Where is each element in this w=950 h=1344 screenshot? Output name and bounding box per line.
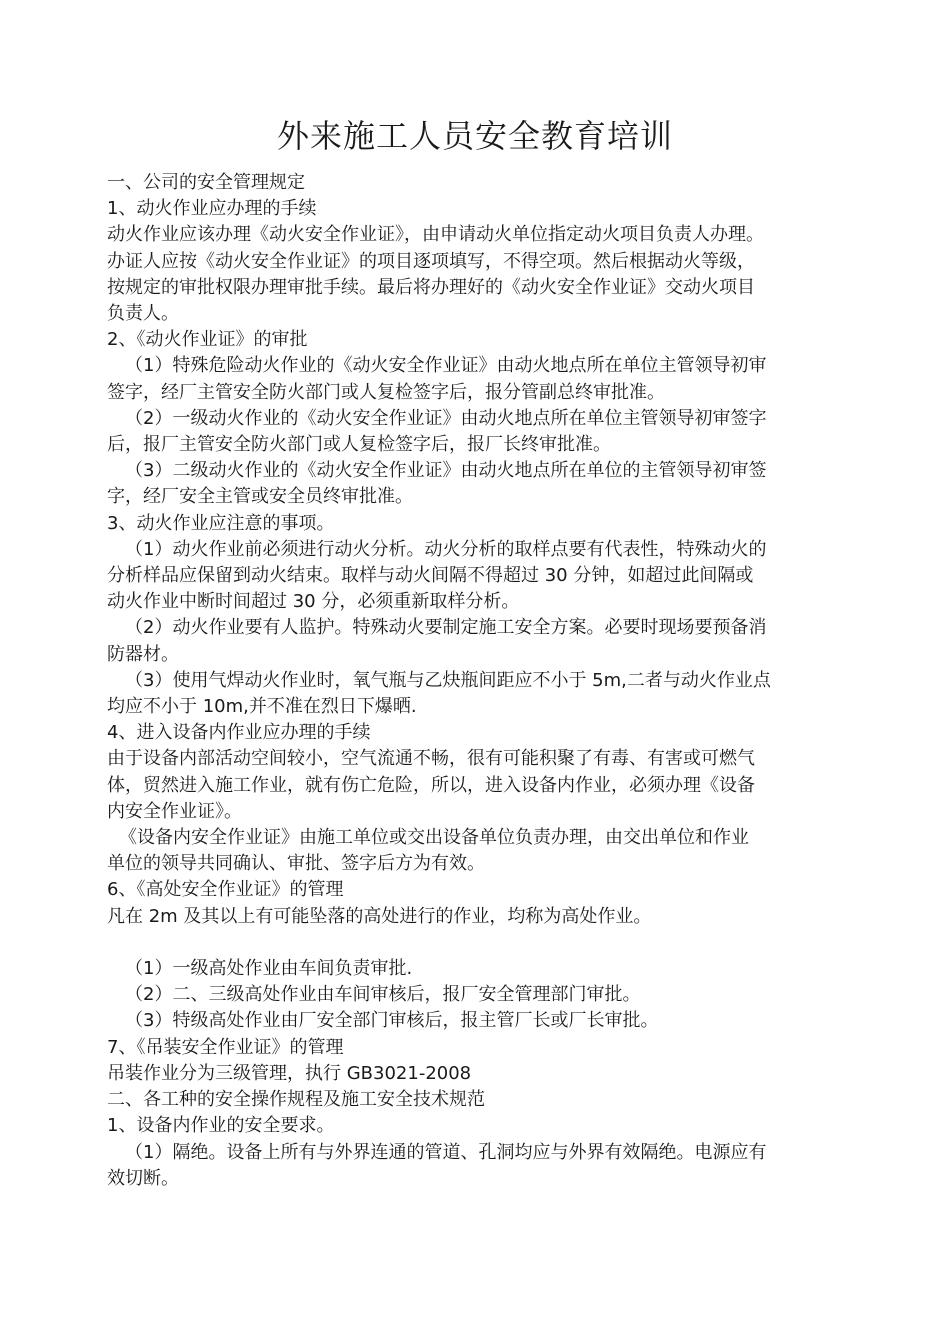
list-item-line: （2）动火作业要有人监护。特殊动火要制定施工安全方案。必要时现场要预备消 [125,617,767,639]
paragraph-line: 分析样品应保留到动火结束。取样与动火间隔不得超过 30 分钟，如超过此间隔或 [107,565,754,587]
document-title: 外来施工人员安全教育培训 [276,117,673,155]
paragraph-line: 单位的领导共同确认、审批、签字后方为有效。 [107,853,485,875]
paragraph-line: 签字，经厂主管安全防火部门或人复检签字后，报分管副总终审批准。 [107,381,665,403]
paragraph-line: 字，经厂安全主管或安全员终审批准。 [107,486,413,508]
list-item-line: （1）动火作业前必须进行动火分析。动火分析的取样点要有代表性，特殊动火的 [125,538,767,560]
subsection-heading: 1、设备内作业的安全要求。 [107,1115,335,1137]
paragraph-line: 吊装作业分为三级管理，执行 GB3021-2008 [107,1062,472,1084]
list-item-line: （3）使用气焊动火作业时，氧气瓶与乙炔瓶间距应不小于 5m,二者与动火作业点 [125,669,771,691]
paragraph-line: 后，报厂主管安全防火部门或人复检签字后，报厂长终审批准。 [107,434,611,456]
paragraph-line: 《设备内安全作业证》由施工单位或交出设备单位负责办理，由交出单位和作业 [119,827,749,849]
list-item-line: （1）一级高处作业由车间负责审批. [125,958,413,980]
paragraph-line: 内安全作业证》。 [107,800,242,822]
paragraph-line: 办证人应按《动火安全作业证》的项目逐项填写，不得空项。然后根据动火等级， [107,250,755,272]
subsection-heading: 4、进入设备内作业应办理的手续 [107,722,371,744]
list-item-line: （1）隔绝。设备上所有与外界连通的管道、孔洞均应与外界有效隔绝。电源应有 [125,1141,767,1163]
paragraph-line: 体，贸然进入施工作业，就有伤亡危险，所以，进入设备内作业，必须办理《设备 [107,774,755,796]
paragraph-line: 动火作业应该办理《动火安全作业证》，由申请动火单位指定动火项目负责人办理。 [107,224,764,246]
section-heading: 二、各工种的安全操作规程及施工安全技术规范 [107,1089,485,1111]
paragraph-line: 效切断。 [107,1167,179,1189]
section-heading: 一、公司的安全管理规定 [107,172,305,193]
paragraph-line: 由于设备内部活动空间较小，空气流通不畅，很有可能积聚了有毒、有害或可燃气 [107,748,755,770]
paragraph-line: 动火作业中断时间超过 30 分，必须重新取样分析。 [107,591,520,613]
blank-line [107,930,847,956]
paragraph-line: 均应不小于 10m,并不准在烈日下爆晒. [107,696,417,718]
paragraph-line: 按规定的审批权限办理审批手续。最后将办理好的《动火安全作业证》交动火项目 [107,276,755,298]
subsection-heading: 2、《动火作业证》的审批 [107,329,308,351]
subsection-heading: 6、《高处安全作业证》的管理 [107,879,344,901]
subsection-heading: 1、动火作业应办理的手续 [107,198,317,220]
list-item-line: （2）二、三级高处作业由车间审核后，报厂安全管理部门审批。 [125,984,641,1006]
subsection-heading: 7、《吊装安全作业证》的管理 [107,1036,344,1058]
paragraph-line: 负责人。 [107,303,179,325]
paragraph-line: 防器材。 [107,643,179,665]
list-item-line: （3）特级高处作业由厂安全部门审核后，报主管厂长或厂长审批。 [125,1010,659,1032]
document-body [107,170,847,1192]
list-item-line: （3）二级动火作业的《动火安全作业证》由动火地点所在单位的主管领导初审签 [125,460,767,482]
paragraph-line: 凡在 2m 及其以上有可能坠落的高处进行的作业，均称为高处作业。 [107,905,652,927]
list-item-line: （2）一级动火作业的《动火安全作业证》由动火地点所在单位主管领导初审签字 [125,407,767,429]
subsection-heading: 3、动火作业应注意的事项。 [107,512,335,534]
list-item-line: （1）特殊危险动火作业的《动火安全作业证》由动火地点所在单位主管领导初审 [125,355,767,377]
